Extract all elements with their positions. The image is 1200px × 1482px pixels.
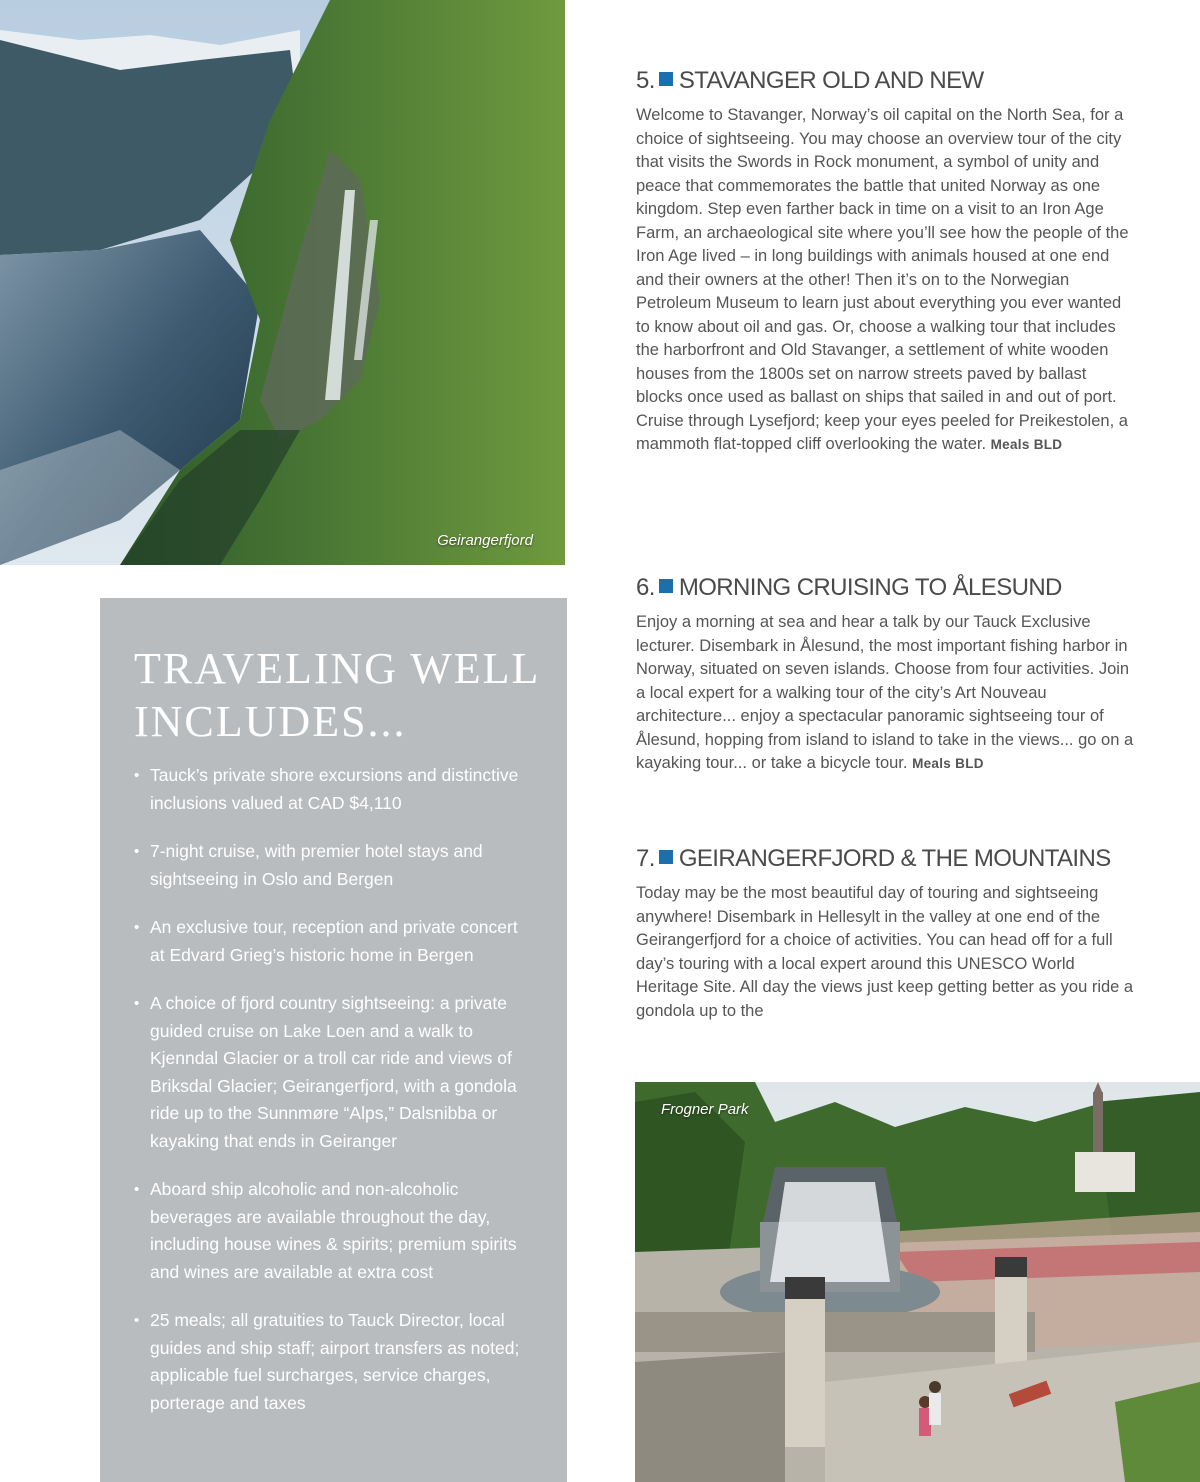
day-6-title: MORNING CRUISING TO ÅLESUND [678,574,1062,601]
day-5-section [636,66,1136,457]
park-caption: Frogner Park [661,1101,749,1118]
inclusion-item: • Tauck’s private shore excursions and distinctive inclusions valued at CAD $4,110 [134,762,534,817]
day-7-title: GEIRANGERFJORD & THE MOUNTAINS [678,845,1111,872]
blue-square-icon [659,579,673,593]
inclusion-item: • Aboard ship alcoholic and non-alcoholic beverages are available throughout the day, including house wines & spirits; premium spirits and wines are available at extra cost [134,1176,534,1286]
day-5-heading [636,66,1136,96]
day-6-heading [636,573,1136,603]
fjord-caption: Geirangerfjord [437,532,533,549]
sidebar-title-line1: TRAVELING WELL [134,644,541,693]
sidebar-title-line2: INCLUDES... [134,697,407,746]
inclusions-list [134,762,534,1438]
fjord-image [0,0,565,565]
day-5-meals: Meals BLD [990,437,1063,452]
day-6-meals: Meals BLD [912,756,984,771]
day-5-text: Welcome to Stavanger, Norway’s oil capital on the North Sea, for a choice of sightseeing. You may choose an overview tour of the city that visits the Swords in Rock monument, a symbol of unity and peace that commemorates the battle that united Norway as one kingdom. Step even farther back in time on a visit to an Iron Age Farm, an archaeological site where you’ll see how the people of the Iron Age lived – in long buildings with animals housed at one end and their owners at the other! Then it’s on to the Norwegian Petroleum Museum to learn just about everything you ever wanted to know about oil and gas. Or, choose a walking tour that includes the harborfront and Old Stavanger, a settlement of white wooden houses from the 1800s set on narrow streets paved by ballast blocks once used as ballast on ships that sailed in and out of port. Cruise through Lysefjord; keep your eyes peeled for Preikestolen, a mammoth flat-topped cliff overlooking the water. [636,106,1129,453]
day-7-section [636,844,1136,1023]
fjord-photo [0,0,565,565]
inclusion-item: • An exclusive tour, reception and private concert at Edvard Grieg’s historic home in Bergen [134,914,534,969]
blue-square-icon [659,850,673,864]
traveling-well-sidebar [100,598,567,1482]
inclusion-item: • 7-night cruise, with premier hotel stays and sightseeing in Oslo and Bergen [134,838,534,893]
day-7-number: 7. [636,845,655,872]
frogner-park-photo [635,1082,1200,1482]
inclusion-item: • 25 meals; all gratuities to Tauck Director, local guides and ship staff; airport transfers as noted; applicable fuel surcharges, service charges, porterage and taxes [134,1307,534,1417]
day-7-heading [636,844,1136,874]
day-7-text: Today may be the most beautiful day of touring and sightseeing anywhere! Disembark in Hellesylt in the valley at one end of the Geirangerfjord for a choice of activities. You can head off for a full day’s touring with a local expert around this UNESCO World Heritage Site. All day the views just keep getting better as you ride a gondola up to the [636,884,1134,1020]
day-6-number: 6. [636,574,655,601]
day-6-text: Enjoy a morning at sea and hear a talk by our Tauck Exclusive lecturer. Disembark in Ålesund, the most important fishing harbor in Norway, situated on seven islands. Choose from four activities. Join a local expert for a walking tour of the city’s Art Nouveau architecture... enjoy a spectacular panoramic sightseeing tour of Ålesund, hopping from island to island to take in the views... go on a kayaking tour... or take a bicycle tour. [636,613,1134,772]
sidebar-title [134,642,540,748]
day-5-title: STAVANGER OLD AND NEW [678,67,984,94]
park-image [635,1082,1200,1482]
inclusion-item: • A choice of fjord country sightseeing: a private guided cruise on Lake Loen and a walk to Kjenndal Glacier or a troll car ride and views of Briksdal Glacier; Geirangerfjord, with a gondola ride up to the Sunnmøre “Alps,” Dalsnibba or kayaking that ends in Geiranger [134,990,534,1155]
day-5-body [636,104,1136,457]
day-6-body [636,611,1136,776]
day-5-number: 5. [636,67,655,94]
day-6-section [636,573,1136,776]
day-7-body [636,882,1136,1023]
blue-square-icon [659,72,673,86]
